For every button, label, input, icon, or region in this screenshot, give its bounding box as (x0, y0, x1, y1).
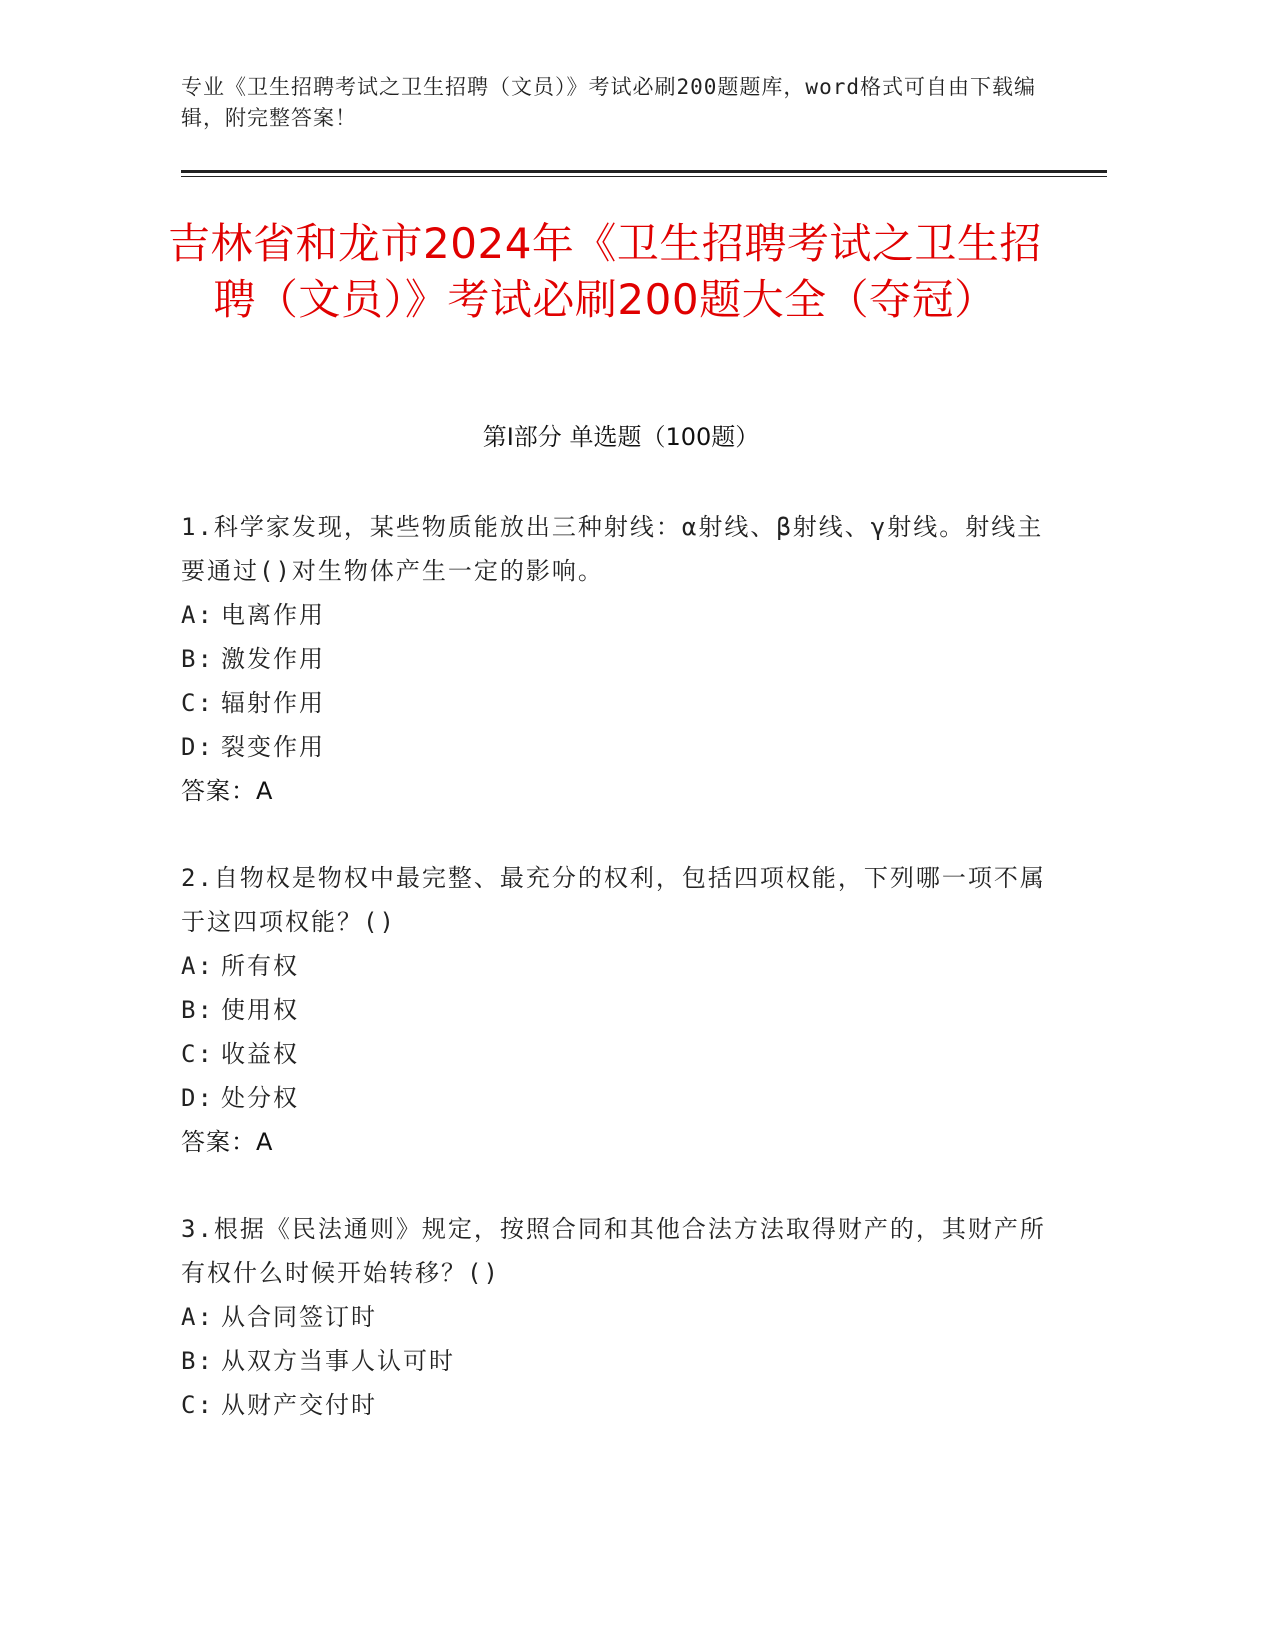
answer-line: 答案：A (181, 777, 274, 805)
option-text: 从合同签订时 (221, 1303, 377, 1331)
option-b (181, 637, 1051, 681)
option-letter: B: (181, 1347, 214, 1375)
option-a (181, 944, 1051, 988)
option-letter: C: (181, 1040, 214, 1068)
option-text: 电离作用 (221, 601, 325, 629)
option-letter: A: (181, 952, 214, 980)
question-2 (181, 856, 1051, 1164)
option-c (181, 1383, 1051, 1427)
option-text: 激发作用 (221, 645, 325, 673)
question-stem: 1.科学家发现，某些物质能放出三种射线：α射线、β射线、γ射线。射线主要通过()对生物体产生一定的影响。 (181, 513, 1044, 585)
document-title: 吉林省和龙市2024年《卫生招聘考试之卫生招聘（文员）》考试必刷200题大全（夺冠） (168, 219, 1042, 324)
option-c (181, 1032, 1051, 1076)
option-text: 收益权 (221, 1040, 299, 1068)
question-stem: 2.自物权是物权中最完整、最充分的权利，包括四项权能，下列哪一项不属于这四项权能？() (181, 864, 1046, 936)
option-letter: C: (181, 689, 214, 717)
header-rule-thick (181, 170, 1107, 173)
option-a (181, 593, 1051, 637)
section-heading: 第Ⅰ部分 单选题（100题） (482, 423, 760, 451)
option-d (181, 725, 1051, 769)
option-letter: D: (181, 1084, 214, 1112)
question-list (181, 505, 1051, 1470)
option-text: 使用权 (221, 996, 299, 1024)
question-1 (181, 505, 1051, 813)
option-letter: B: (181, 645, 214, 673)
question-3 (181, 1207, 1051, 1427)
option-letter: D: (181, 733, 214, 761)
option-text: 从财产交付时 (221, 1391, 377, 1419)
option-letter: B: (181, 996, 214, 1024)
option-text: 裂变作用 (221, 733, 325, 761)
option-a (181, 1295, 1051, 1339)
option-text: 所有权 (221, 952, 299, 980)
option-letter: C: (181, 1391, 214, 1419)
option-b (181, 1339, 1051, 1383)
header-rule-thin (181, 176, 1107, 177)
option-letter: A: (181, 601, 214, 629)
option-b (181, 988, 1051, 1032)
option-text: 辐射作用 (221, 689, 325, 717)
option-letter: A: (181, 1303, 214, 1331)
option-text: 从双方当事人认可时 (221, 1347, 455, 1375)
option-text: 处分权 (221, 1084, 299, 1112)
answer-line: 答案：A (181, 1128, 274, 1156)
header-note: 专业《卫生招聘考试之卫生招聘（文员）》考试必刷200题题库，word格式可自由下载编辑，附完整答案！ (181, 75, 1036, 130)
option-d (181, 1076, 1051, 1120)
option-c (181, 681, 1051, 725)
question-stem: 3.根据《民法通则》规定，按照合同和其他合法方法取得财产的，其财产所有权什么时候开始转移？() (181, 1215, 1046, 1287)
